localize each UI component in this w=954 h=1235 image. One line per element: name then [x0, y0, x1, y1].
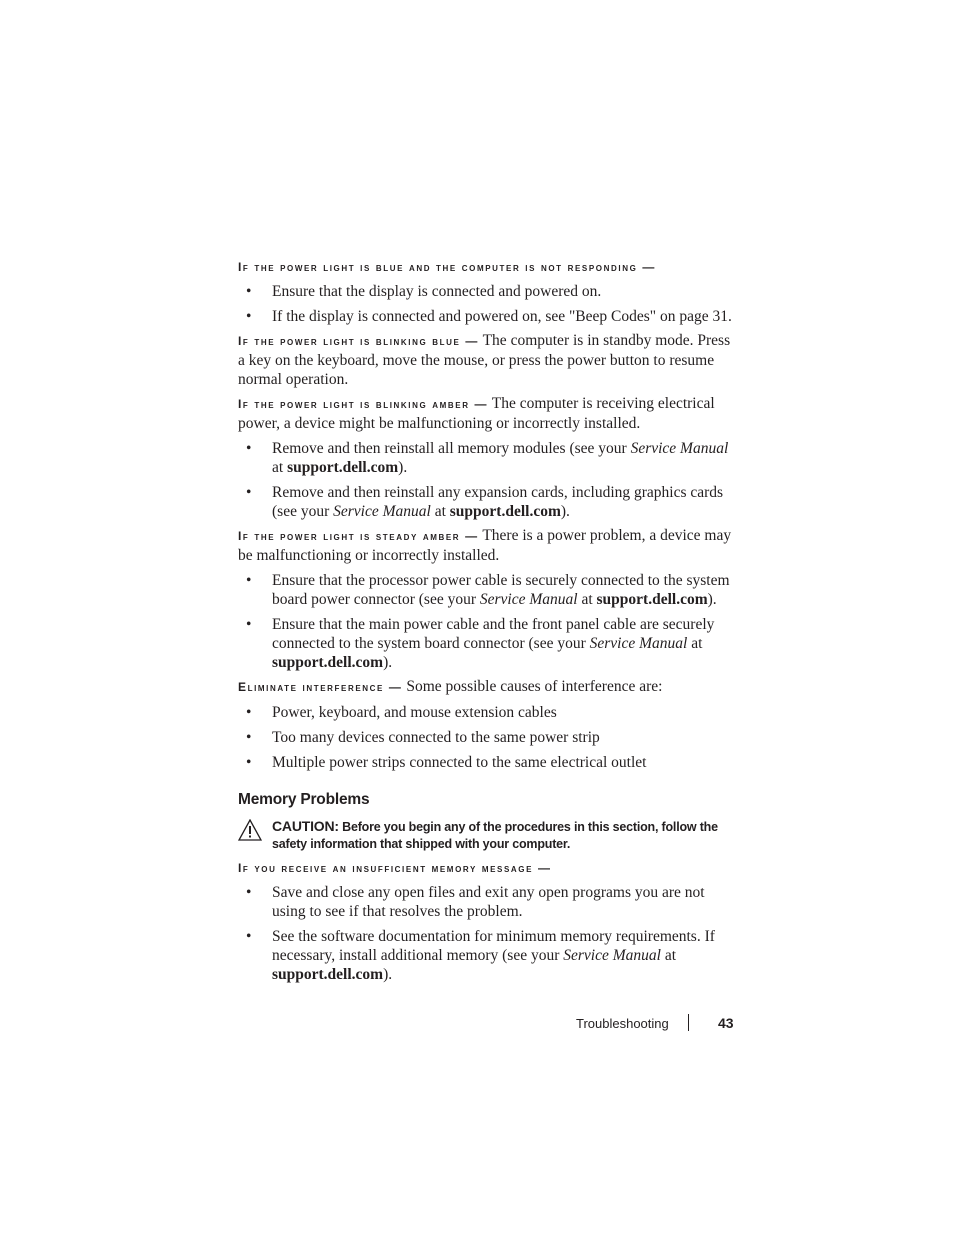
list-item: • Save and close any open files and exit any open programs you are not using to see if that resolves the problem.: [246, 884, 705, 920]
section-title-memory-problems: Memory Problems: [238, 791, 370, 808]
list-item: • Ensure that the display is connected and powered on.: [246, 283, 602, 300]
list-item: • Ensure that the processor power cable is securely connected to the system board power connector (see your Service Manual at support.dell.com).: [246, 572, 730, 608]
caution-notice: [238, 818, 738, 853]
caution-triangle-icon: [238, 819, 262, 841]
caution-label: CAUTION:: [272, 818, 339, 834]
caution-text: Before you begin any of the procedures in this section, follow the safety information that shipped with your computer.: [272, 820, 718, 851]
footer-section-name: Troubleshooting: [576, 1016, 669, 1031]
page-footer: [576, 1014, 736, 1034]
bullet-list: [238, 439, 738, 521]
paragraph-blinking-blue: If the power light is blinking blue — The computer is in standby mode. Press a key on the keyboard, move the mouse, or press the power button to resume normal operation.: [238, 332, 731, 388]
run-in-heading: Eliminate interference —: [238, 680, 403, 694]
list-item: • Ensure that the main power cable and the front panel cable are securely connected to the system board connector (see your Service Manual at support.dell.com).: [246, 616, 715, 671]
bullet-list: [238, 703, 738, 772]
paragraph-interference: Eliminate interference — Some possible causes of interference are:: [238, 678, 663, 695]
heading-insufficient-memory: [238, 859, 738, 877]
list-item: • See the software documentation for minimum memory requirements. If necessary, install additional memory (see your Service Manual at support.dell.com).: [246, 928, 715, 983]
list-item: • Remove and then reinstall all memory modules (see your Service Manual at support.dell.com).: [246, 440, 729, 476]
list-item: • If the display is connected and powered on, see "Beep Codes" on page 31.: [246, 308, 732, 325]
run-in-heading: If the power light is blinking amber —: [238, 397, 489, 411]
bullet-list: [238, 282, 738, 326]
list-item: • Multiple power strips connected to the same electrical outlet: [246, 754, 647, 771]
list-item: • Too many devices connected to the same power strip: [246, 729, 600, 746]
page-number: 43: [718, 1015, 734, 1031]
footer-divider: [688, 1014, 689, 1031]
run-in-heading: If the power light is blue and the computer is not responding —: [238, 260, 656, 274]
run-in-heading: If the power light is steady amber —: [238, 529, 479, 543]
paragraph-blinking-amber: If the power light is blinking amber — The computer is receiving electrical power, a device might be malfunctioning or incorrectly installed.: [238, 395, 715, 432]
paragraph-steady-amber: If the power light is steady amber — There is a power problem, a device may be malfunctioning or incorrectly installed.: [238, 527, 732, 564]
run-in-heading: If the power light is blinking blue —: [238, 334, 479, 348]
run-in-heading: If you receive an insufficient memory message —: [238, 861, 552, 875]
page-content: [238, 258, 738, 984]
list-item: • Power, keyboard, and mouse extension cables: [246, 704, 557, 721]
bullet-list: [238, 571, 738, 672]
bullet-list: [238, 883, 738, 984]
heading-blue-not-responding: [238, 258, 738, 276]
list-item: • Remove and then reinstall any expansion cards, including graphics cards (see your Service Manual at support.dell.com).: [246, 484, 724, 520]
